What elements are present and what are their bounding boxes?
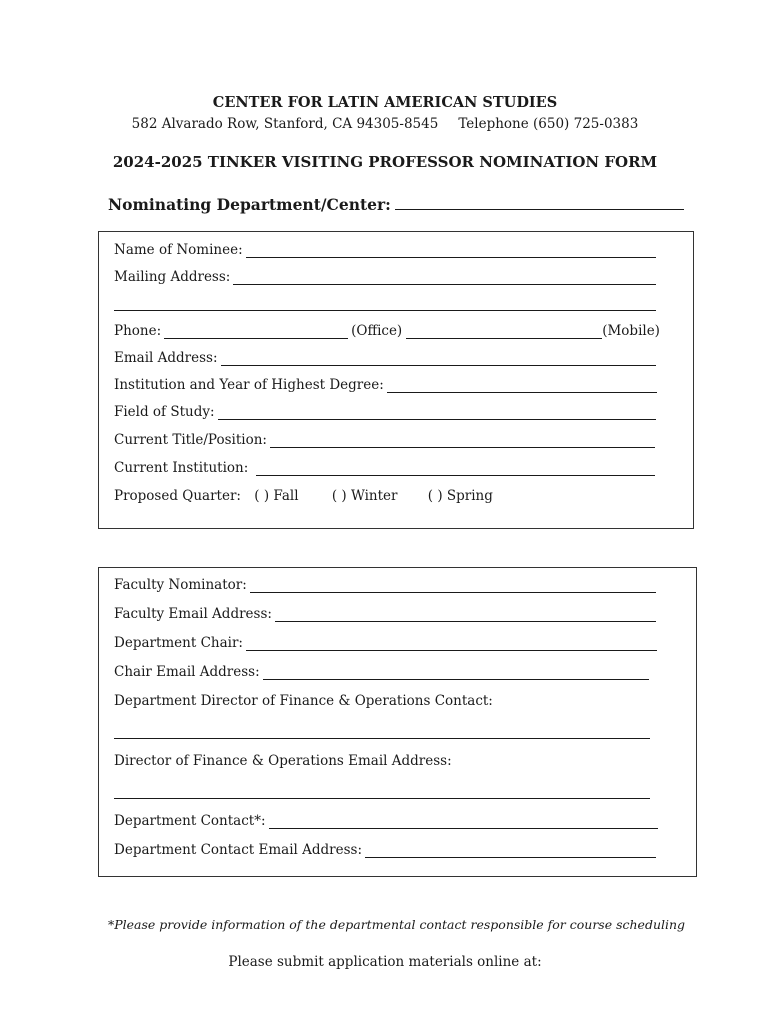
faculty-email-label: Faculty Email Address:	[114, 606, 272, 622]
department-contact-email-field[interactable]	[365, 844, 656, 858]
mailing-address-label: Mailing Address:	[114, 269, 231, 285]
department-chair-label: Department Chair:	[114, 635, 243, 651]
organization-address: 582 Alvarado Row, Stanford, CA 94305-8545	[131, 116, 439, 132]
finance-contact-label: Department Director of Finance & Operations Contact:	[114, 693, 493, 709]
finance-email-label: Director of Finance & Operations Email Address:	[114, 753, 452, 769]
field-of-study-field[interactable]	[218, 406, 656, 420]
current-title-row	[114, 432, 655, 448]
department-contact-email-row	[114, 842, 656, 858]
chair-email-label: Chair Email Address:	[114, 664, 260, 680]
quarter-option-winter[interactable]: ( ) Winter	[331, 488, 398, 504]
organization-address-line	[0, 116, 770, 132]
quarter-option-fall[interactable]: ( ) Fall	[254, 488, 299, 504]
current-title-field[interactable]	[270, 434, 655, 448]
nominating-department-field[interactable]	[395, 195, 684, 210]
mailing-address-row	[114, 269, 656, 285]
current-institution-field[interactable]	[256, 462, 655, 476]
institution-degree-field[interactable]	[387, 379, 657, 393]
submit-instructions: Please submit application materials online at:	[228, 954, 542, 970]
email-label: Email Address:	[114, 350, 218, 366]
current-title-label: Current Title/Position:	[114, 432, 267, 448]
mailing-address-field-line2[interactable]	[114, 310, 656, 311]
faculty-email-row	[114, 606, 656, 622]
proposed-quarter-label: Proposed Quarter:	[114, 488, 241, 504]
office-label: (Office)	[351, 323, 403, 339]
faculty-email-field[interactable]	[275, 608, 656, 622]
quarter-option-spring[interactable]: ( ) Spring	[427, 488, 493, 504]
department-contact-field[interactable]	[269, 815, 659, 829]
department-contact-row	[114, 813, 658, 829]
finance-contact-row	[114, 693, 493, 709]
department-chair-row	[114, 635, 657, 651]
nominee-name-label: Name of Nominee:	[114, 242, 243, 258]
current-institution-label: Current Institution:	[114, 460, 249, 476]
form-title: 2024-2025 TINKER VISITING PROFESSOR NOMINATION FORM	[112, 153, 658, 171]
organization-telephone: Telephone (650) 725-0383	[458, 116, 639, 132]
finance-email-field[interactable]	[114, 798, 650, 799]
organization-name: CENTER FOR LATIN AMERICAN STUDIES	[212, 94, 558, 111]
current-institution-row	[114, 460, 655, 476]
office-phone-field[interactable]	[164, 325, 348, 339]
mobile-phone-field[interactable]	[406, 325, 602, 339]
institution-degree-label: Institution and Year of Highest Degree:	[114, 377, 384, 393]
department-chair-field[interactable]	[246, 637, 657, 651]
nominating-department-row	[108, 195, 684, 214]
department-contact-email-label: Department Contact Email Address:	[114, 842, 362, 858]
faculty-nominator-row	[114, 577, 656, 593]
faculty-nominator-field[interactable]	[250, 579, 656, 593]
faculty-nominator-label: Faculty Nominator:	[114, 577, 247, 593]
mailing-address-field[interactable]	[233, 271, 656, 285]
proposed-quarter-row	[114, 488, 493, 504]
email-row	[114, 350, 656, 366]
field-of-study-row	[114, 404, 656, 420]
finance-contact-field[interactable]	[114, 738, 650, 739]
chair-email-row	[114, 664, 649, 680]
chair-email-field[interactable]	[263, 666, 649, 680]
nominee-name-row	[114, 242, 656, 258]
phone-row	[114, 323, 660, 339]
finance-email-row	[114, 753, 452, 769]
nominating-department-label: Nominating Department/Center:	[108, 195, 391, 214]
footnote: *Please provide information of the departmental contact responsible for course scheduling	[108, 917, 686, 932]
department-contact-label: Department Contact*:	[114, 813, 266, 829]
mobile-label: (Mobile)	[602, 323, 660, 339]
email-field[interactable]	[221, 352, 656, 366]
phone-label: Phone:	[114, 323, 162, 339]
field-of-study-label: Field of Study:	[114, 404, 215, 420]
nominee-name-field[interactable]	[246, 244, 656, 258]
institution-degree-row	[114, 377, 657, 393]
